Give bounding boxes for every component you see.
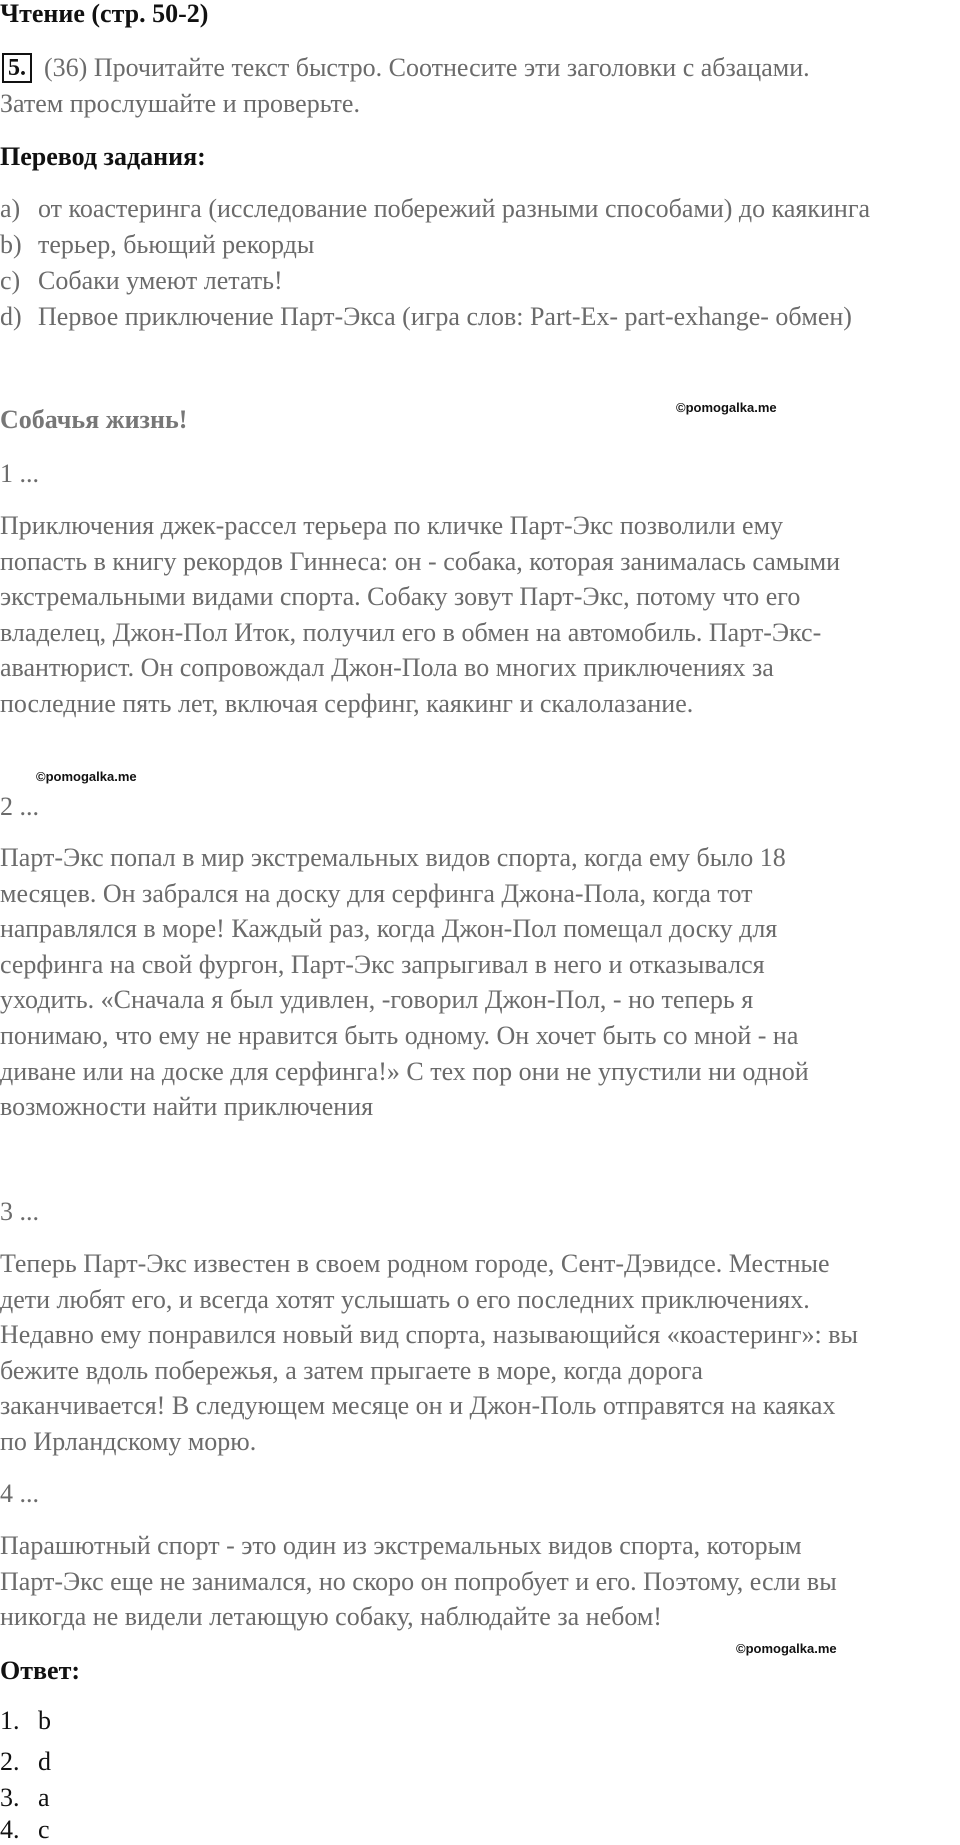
answer-item (0, 1783, 50, 1813)
paragraph-line: Недавно ему понравился новый вид спорта, называющийся «коастеринг»: вы (0, 1320, 858, 1350)
option-letter: c) (0, 266, 21, 295)
section-marker-4: 4 ... (0, 1479, 39, 1508)
paragraph-line: владелец, Джон-Пол Иток, получил его в обмен на автомобиль. Парт-Экс- (0, 617, 822, 647)
task-number-badge: 5. (2, 53, 32, 83)
answer-number: 3. (0, 1783, 20, 1812)
paragraph-line: серфинга на свой фургон, Парт-Экс запрыгивал в него и отказывался (0, 949, 765, 979)
paragraph-line: бежите вдоль побережья, а затем прыгаете в море, когда дорога (0, 1355, 703, 1385)
task-instruction-line-1 (0, 50, 810, 86)
task-instruction-text: (36) Прочитайте текст быстро. Соотнесите эти заголовки с абзацами. (44, 53, 810, 82)
answer-item (0, 1747, 51, 1777)
watermark: ©pomogalka.me (676, 400, 777, 415)
paragraph-line: месяцев. Он забрался на доску для серфинга Джона-Пола, когда тот (0, 878, 753, 908)
paragraph-line: уходить. «Сначала я был удивлен, -говорил Джон-Пол, - но теперь я (0, 985, 754, 1015)
option-text: от коастеринга (исследование побережий разными способами) до каякинга (38, 194, 871, 223)
answer-number: 2. (0, 1747, 20, 1776)
section-paragraph-4 (0, 1528, 837, 1635)
paragraph-line: по Ирландскому морю. (0, 1426, 257, 1456)
paragraph-line: авантюрист. Он сопровождал Джон-Пола во многих приключениях за (0, 653, 774, 683)
option-letter: a) (0, 194, 21, 223)
option-c (0, 263, 283, 299)
watermark: ©pomogalka.me (36, 769, 137, 784)
answer-heading: Ответ: (0, 1656, 81, 1685)
paragraph-line: заканчивается! В следующем месяце он и Джон-Поль отправятся на каяках (0, 1391, 836, 1421)
section-paragraph-1 (0, 508, 840, 722)
section-marker-2: 2 ... (0, 792, 39, 821)
paragraph-line: возможности найти приключения (0, 1092, 374, 1122)
option-text: Первое приключение Парт-Экса (игра слов: Part-Ex- part-exhange- обмен) (38, 302, 852, 331)
paragraph-line: дети любят его, и всегда хотят услышать о его последних приключениях. (0, 1284, 810, 1314)
answer-value: b (38, 1706, 51, 1735)
paragraph-line: попасть в книгу рекордов Гиннеса: он - собака, которая занималась самыми (0, 546, 841, 576)
section-marker-1: 1 ... (0, 459, 39, 488)
option-text: Собаки умеют летать! (38, 266, 283, 295)
option-b (0, 227, 314, 263)
article-title: Собачья жизнь! (0, 405, 188, 434)
paragraph-line: последние пять лет, включая серфинг, каякинг и скалолазание. (0, 688, 694, 718)
paragraph-line: понимаю, что ему не нравится быть одному. Он хочет быть со мной - на (0, 1020, 799, 1050)
answer-value: c (38, 1815, 50, 1844)
answer-item (0, 1706, 51, 1736)
paragraph-line: Парт-Экс еще не занимался, но скоро он попробует и его. Поэтому, если вы (0, 1566, 837, 1596)
option-letter: b) (0, 230, 22, 259)
section-paragraph-2 (0, 840, 809, 1125)
paragraph-line: Парашютный спорт - это один из экстремальных видов спорта, которым (0, 1531, 802, 1560)
option-letter: d) (0, 302, 22, 331)
task-instruction-line-2: Затем прослушайте и проверьте. (0, 89, 360, 118)
paragraph-line: диване или на доске для серфинга!» С тех пор они не упустили ни одной (0, 1056, 809, 1086)
option-a (0, 191, 870, 227)
paragraph-line: экстремальными видами спорта. Собаку зовут Парт-Экс, потому что его (0, 582, 801, 612)
page-title: Чтение (стр. 50-2) (0, 0, 209, 28)
answer-item (0, 1815, 50, 1845)
section-paragraph-3 (0, 1246, 858, 1460)
paragraph-line: Теперь Парт-Экс известен в своем родном городе, Сент-Дэвидсе. Местные (0, 1249, 830, 1278)
paragraph-line: Приключения джек-рассел терьера по кличке Парт-Экс позволили ему (0, 511, 784, 540)
answer-value: d (38, 1747, 51, 1776)
section-marker-3: 3 ... (0, 1197, 39, 1226)
answer-value: a (38, 1783, 50, 1812)
translation-heading: Перевод задания: (0, 142, 206, 171)
paragraph-line: Парт-Экс попал в мир экстремальных видов спорта, когда ему было 18 (0, 843, 786, 872)
option-text: терьер, бьющий рекорды (38, 230, 315, 259)
answer-number: 4. (0, 1815, 20, 1844)
answer-number: 1. (0, 1706, 20, 1735)
option-d (0, 299, 852, 335)
paragraph-line: направлялся в море! Каждый раз, когда Джон-Пол помещал доску для (0, 914, 778, 944)
watermark: ©pomogalka.me (736, 1641, 837, 1656)
paragraph-line: никогда не видели летающую собаку, наблюдайте за небом! (0, 1602, 662, 1632)
